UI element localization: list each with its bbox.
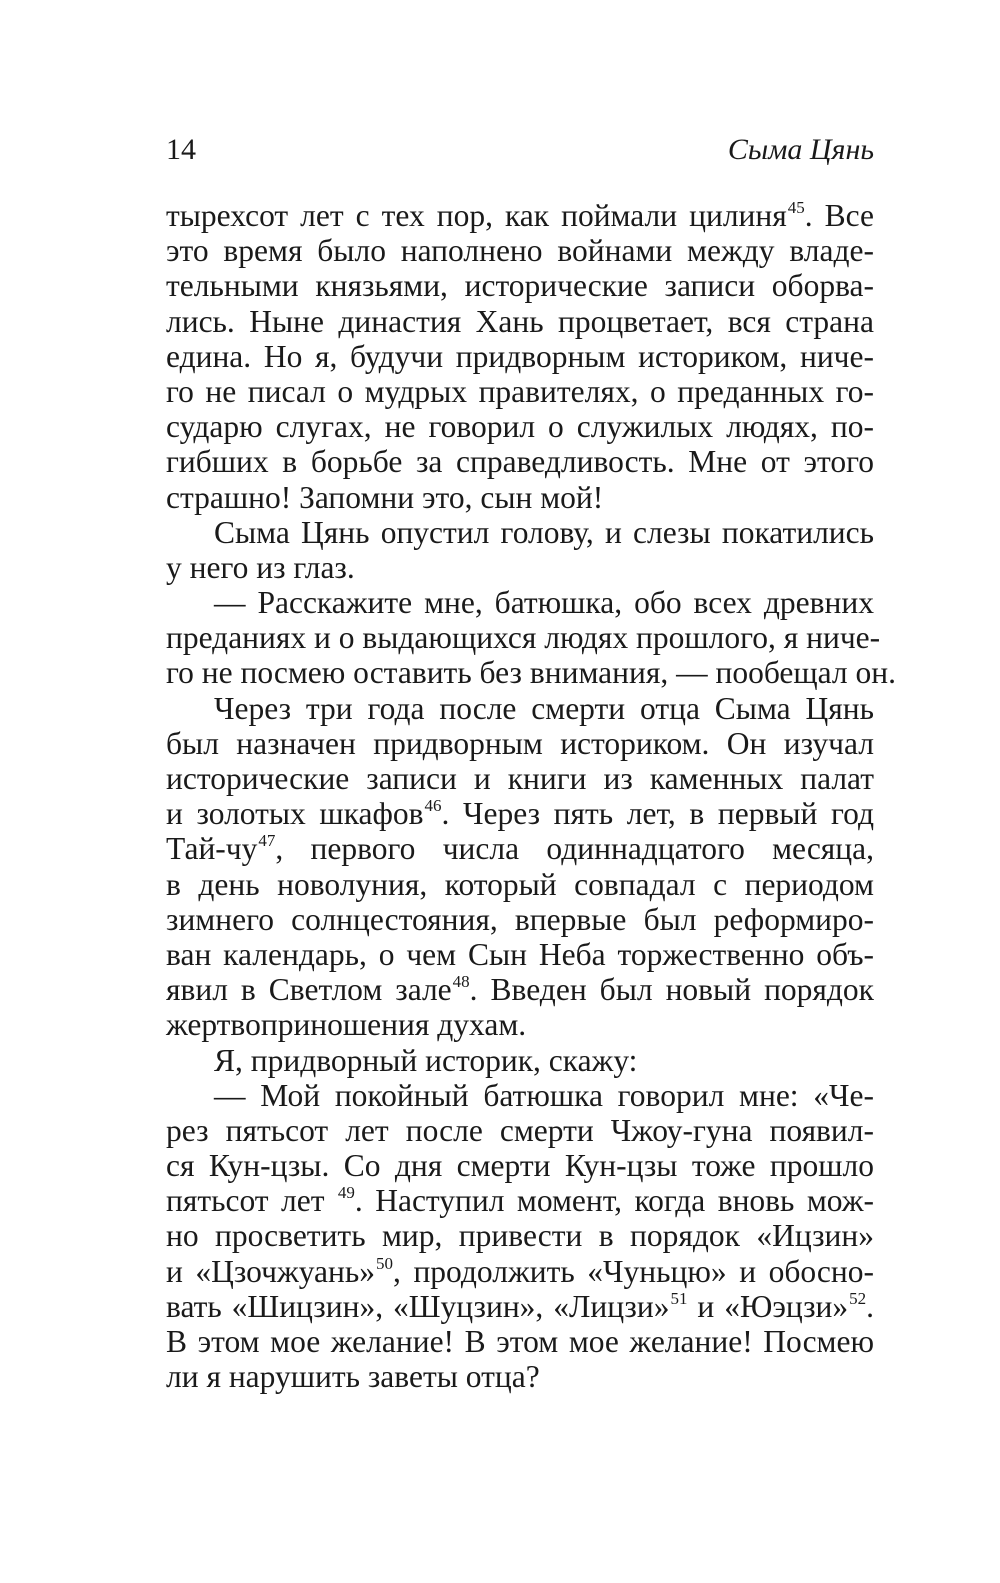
- text-line: — Расскажите мне, батюшка, обо всех древних: [214, 585, 874, 621]
- text-line: но просветить мир, привести в порядок «Ицзин»: [166, 1218, 874, 1254]
- footnote-ref: 49: [337, 1183, 355, 1203]
- text-line: у него из глаз.: [166, 549, 355, 585]
- text-line: страшно! Запомни это, сын мой!: [166, 479, 604, 515]
- text-line: и «Цзочжуань»$^{50}$, продолжить «Чуньцю» и обосно-: [166, 1253, 874, 1289]
- text-line: лись. Ныне династия Хань процветает, вся страна: [166, 303, 874, 339]
- text-line: ван календарь, о чем Сын Неба торжественно объ-: [166, 936, 874, 972]
- text-line: явил в Светлом зале$^{48}$. Введен был новый порядок: [166, 972, 874, 1008]
- text-line: Через три года после смерти отца Сыма Цянь: [214, 690, 874, 726]
- text-line: Тай-$чу^{47}$, первого числа одиннадцатого месяца,: [166, 831, 874, 867]
- footnote-ref: 51: [670, 1288, 688, 1308]
- text-line: в день новолуния, который совпадал с периодом: [166, 866, 874, 902]
- footnote-ref: 47: [258, 831, 276, 851]
- text-line: — Мой покойный батюшка говорил мне: «Че-: [214, 1077, 874, 1113]
- text-line: был назначен придворным историком. Он изучал: [166, 725, 874, 761]
- text-line: едина. Но я, будучи придворным историком, ниче-: [166, 338, 874, 374]
- footnote-ref: 46: [424, 796, 442, 816]
- text-line: го не писал о мудрых правителях, о преданных го-: [166, 373, 874, 409]
- page-number: 14: [166, 133, 196, 166]
- text-line: гибших в борьбе за справедливость. Мне от этого: [166, 444, 874, 480]
- text-line: пятьсот лет $^{49}$. Наступил момент, когда вновь мож-: [166, 1183, 875, 1219]
- footnote-ref: 52: [849, 1288, 867, 1308]
- text-line: вать «Шицзин», «Шуцзин», «Лицзи»$^{51}$ и «Юэцзи»$^{52}$.: [166, 1288, 875, 1324]
- text-line: Сыма Цянь опустил голову, и слезы покатились: [214, 514, 874, 550]
- text-line: ли я нарушить заветы отца?: [166, 1359, 540, 1395]
- text-line: Я, придворный историк, скажу:: [214, 1042, 638, 1078]
- footnote-ref: 45: [787, 198, 805, 217]
- running-title: Сыма Цянь: [727, 133, 874, 166]
- text-line: это время было наполнено войнами между владе-: [166, 233, 874, 269]
- text-line: тельными князьями, исторические записи оборва-: [166, 268, 874, 304]
- running-header: [166, 130, 874, 170]
- text-line: го не посмею оставить без внимания, — пообещал он.: [166, 655, 897, 691]
- text-line: преданиях и о выдающихся людях прошлого, я ниче-: [166, 620, 881, 656]
- text-line: зимнего солнцестояния, впервые был реформиро-: [166, 901, 874, 937]
- text-line: рез пятьсот лет после смерти Чжоу-гуна появил-: [166, 1112, 874, 1148]
- text-line: тырехсот лет с тех пор, как поймали цилиня$^{45}$. Все: [166, 198, 875, 233]
- text-line: ся Кун-цзы. Со дня смерти Кун-цзы тоже прошло: [166, 1148, 874, 1184]
- text-line: сударю слугах, не говорил о служилых людях, по-: [166, 409, 874, 445]
- body-text: [166, 198, 897, 1395]
- footnote-ref: 50: [376, 1253, 394, 1273]
- text-line: исторические записи и книги из каменных палат: [166, 761, 874, 796]
- footnote-ref: 48: [452, 972, 470, 992]
- text-line: жертвоприношения духам.: [166, 1007, 527, 1043]
- text-line: В этом мое желание! В этом мое желание! Посмею: [166, 1324, 874, 1359]
- text-line: и золотых шкафов$^{46}$. Через пять лет, в первый год: [166, 796, 874, 832]
